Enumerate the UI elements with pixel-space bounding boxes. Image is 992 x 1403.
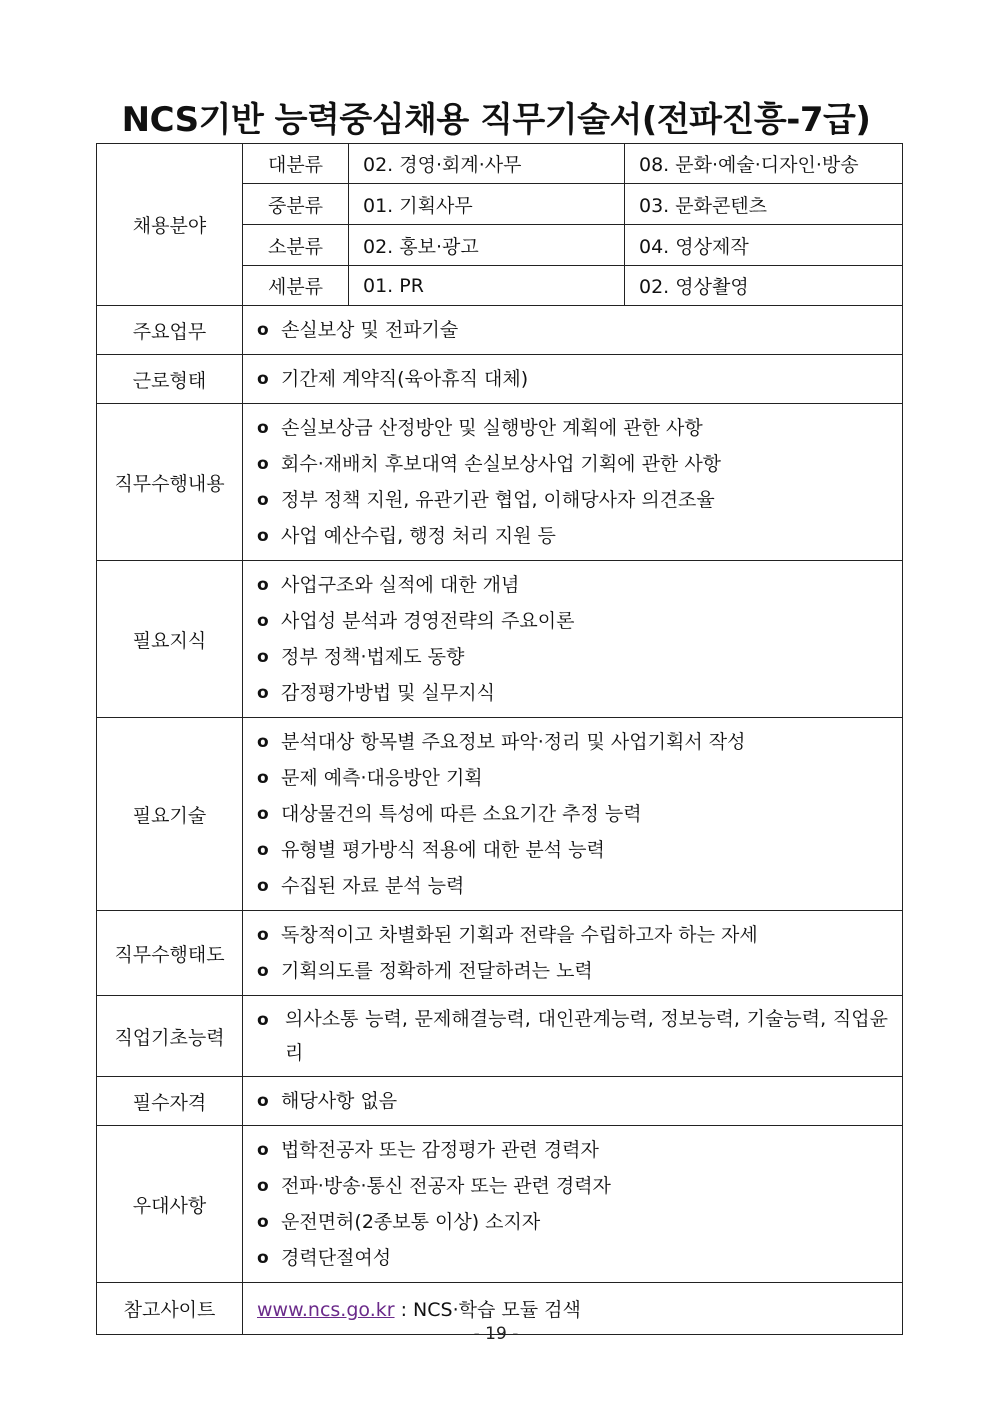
list-item: o 감정평가방법 및 실무지식 (257, 675, 888, 711)
list-item: o 전파·방송·통신 전공자 또는 관련 경력자 (257, 1168, 888, 1204)
main-duties-label: 주요업무 (97, 306, 243, 355)
list-item: o 독창적이고 차별화된 기획과 전략을 수립하고자 하는 자세 (257, 917, 888, 953)
list-item: o 운전면허(2종보통 이상) 소지자 (257, 1204, 888, 1240)
bullet-icon: o (257, 418, 269, 438)
preferences-content (243, 1126, 903, 1283)
bullet-icon: o (257, 320, 269, 340)
class-value: 04. 영상제작 (625, 225, 903, 266)
class-value: 01. 기획사무 (349, 184, 625, 225)
class-name-major: 대분류 (243, 144, 349, 184)
bullet-icon: o (257, 1010, 269, 1030)
list-item: o 정부 정책 지원, 유관기관 협업, 이해당사자 의견조율 (257, 482, 888, 518)
class-value: 01. PR (349, 266, 625, 306)
bullet-icon: o (257, 1176, 269, 1196)
list-item: o 기간제 계약직(육아휴직 대체) (257, 361, 888, 397)
recruit-field-label: 채용분야 (97, 144, 243, 306)
list-item: o 법학전공자 또는 감정평가 관련 경력자 (257, 1132, 888, 1168)
preferences-label: 우대사항 (97, 1126, 243, 1283)
list-item: o 해당사항 없음 (257, 1083, 888, 1119)
list-item: o 기획의도를 정확하게 전달하려는 노력 (257, 953, 888, 989)
reference-separator: : (394, 1299, 414, 1321)
required-qualification-label: 필수자격 (97, 1077, 243, 1126)
list-item: o 경력단절여성 (257, 1240, 888, 1276)
reference-text: NCS·학습 모듈 검색 (413, 1299, 581, 1321)
class-name-middle: 중분류 (243, 184, 349, 225)
list-item: o 사업성 분석과 경영전략의 주요이론 (257, 603, 888, 639)
basic-competency-content (243, 996, 903, 1077)
class-value: 08. 문화·예술·디자인·방송 (625, 144, 903, 184)
class-name-detail: 세분류 (243, 266, 349, 306)
bullet-icon: o (257, 1091, 269, 1111)
required-qualification-content (243, 1077, 903, 1126)
job-attitude-content (243, 911, 903, 996)
required-knowledge-content (243, 561, 903, 718)
bullet-icon: o (257, 840, 269, 860)
class-value: 02. 경영·회계·사무 (349, 144, 625, 184)
employment-type-label: 근로형태 (97, 355, 243, 404)
bullet-icon: o (257, 732, 269, 752)
job-description-table (96, 143, 903, 1335)
job-attitude-label: 직무수행태도 (97, 911, 243, 996)
class-value: 03. 문화콘텐츠 (625, 184, 903, 225)
bullet-icon: o (257, 961, 269, 981)
ncs-website-link[interactable]: www.ncs.go.kr (257, 1299, 395, 1321)
required-skills-content (243, 718, 903, 911)
list-item: o 회수·재배치 후보대역 손실보상사업 기획에 관한 사항 (257, 446, 888, 482)
list-item: o 손실보상 및 전파기술 (257, 312, 888, 348)
main-duties-content (243, 306, 903, 355)
employment-type-content (243, 355, 903, 404)
list-item: o 사업구조와 실적에 대한 개념 (257, 567, 888, 603)
bullet-icon: o (257, 454, 269, 474)
class-name-minor: 소분류 (243, 225, 349, 266)
list-item: o 대상물건의 특성에 따른 소요기간 추정 능력 (257, 796, 888, 832)
bullet-icon: o (257, 768, 269, 788)
page-number: - 19 - (473, 1324, 519, 1344)
class-value: 02. 영상촬영 (625, 266, 903, 306)
bullet-icon: o (257, 490, 269, 510)
required-knowledge-label: 필요지식 (97, 561, 243, 718)
job-tasks-content (243, 404, 903, 561)
bullet-icon: o (257, 1248, 269, 1268)
list-item: o 문제 예측·대응방안 기획 (257, 760, 888, 796)
bullet-icon: o (257, 1212, 269, 1232)
document-title: NCS기반 능력중심채용 직무기술서(전파진흥-7급) (121, 100, 871, 140)
required-skills-label: 필요기술 (97, 718, 243, 911)
bullet-icon: o (257, 575, 269, 595)
reference-site-label: 참고사이트 (97, 1283, 243, 1335)
basic-competency-label: 직업기초능력 (97, 996, 243, 1077)
class-value: 02. 홍보·광고 (349, 225, 625, 266)
list-item: o 정부 정책·법제도 동향 (257, 639, 888, 675)
bullet-icon: o (257, 1140, 269, 1160)
list-item: o 손실보상금 산정방안 및 실행방안 계획에 관한 사항 (257, 410, 888, 446)
bullet-icon: o (257, 526, 269, 546)
bullet-icon: o (257, 647, 269, 667)
list-item: o 의사소통 능력, 문제해결능력, 대인관계능력, 정보능력, 기술능력, 직업윤리 (257, 1002, 888, 1070)
bullet-icon: o (257, 369, 269, 389)
bullet-icon: o (257, 804, 269, 824)
list-item: o 사업 예산수립, 행정 처리 지원 등 (257, 518, 888, 554)
list-item: o 수집된 자료 분석 능력 (257, 868, 888, 904)
job-tasks-label: 직무수행내용 (97, 404, 243, 561)
bullet-icon: o (257, 611, 269, 631)
bullet-icon: o (257, 925, 269, 945)
list-item: o 분석대상 항목별 주요정보 파악·정리 및 사업기획서 작성 (257, 724, 888, 760)
list-item: o 유형별 평가방식 적용에 대한 분석 능력 (257, 832, 888, 868)
bullet-icon: o (257, 876, 269, 896)
bullet-icon: o (257, 683, 269, 703)
